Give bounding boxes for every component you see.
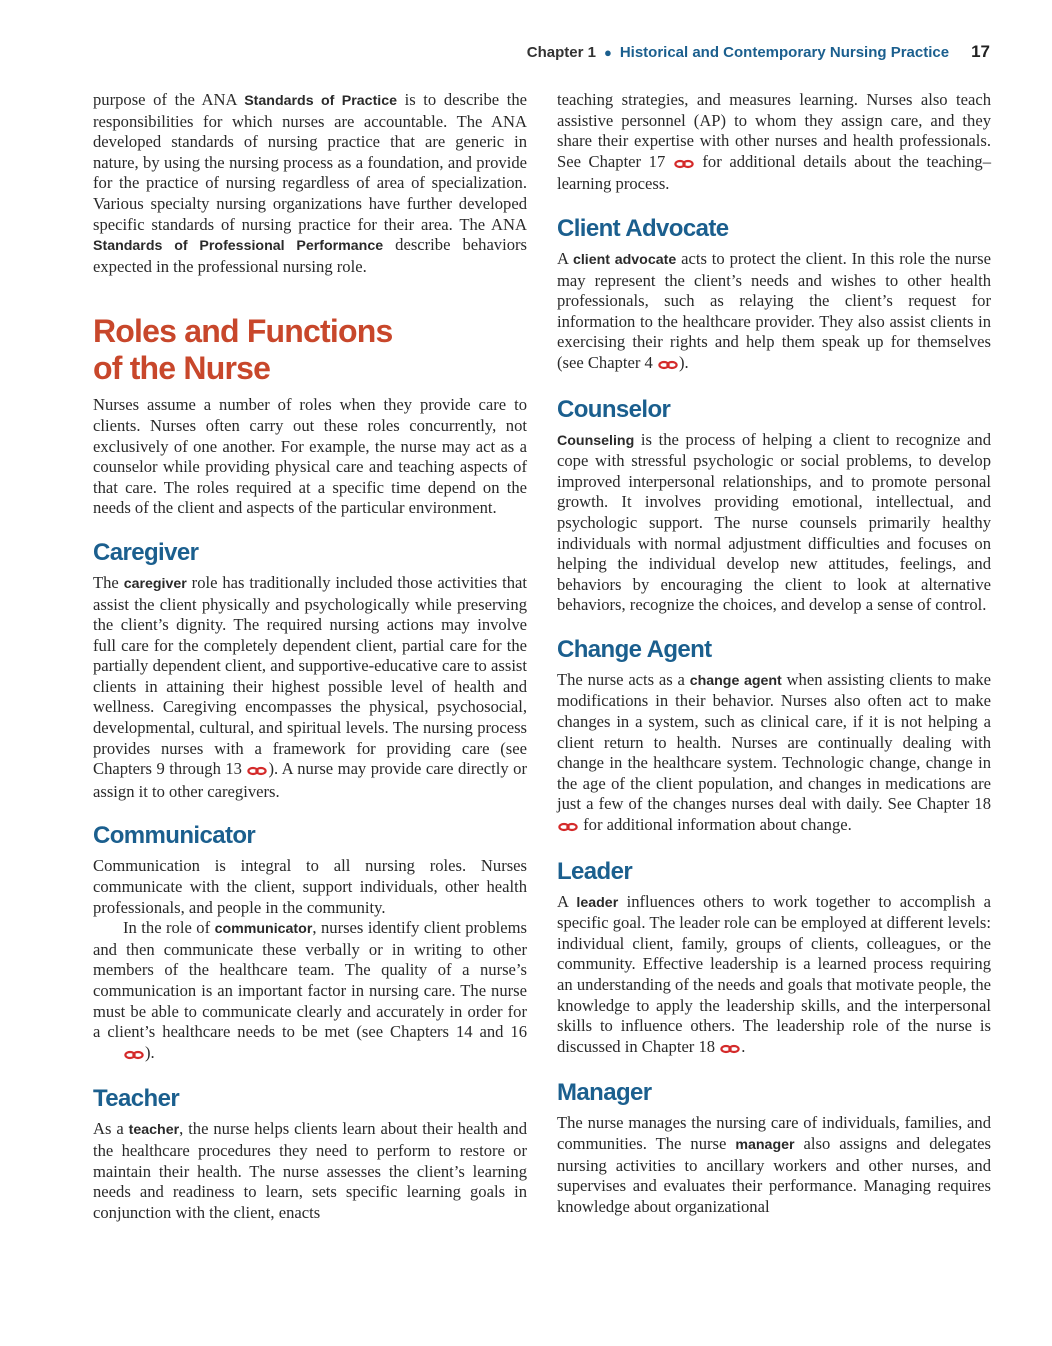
header-chapter-title: Historical and Contemporary Nursing Practice xyxy=(619,43,950,61)
cross-reference-link-icon[interactable] xyxy=(658,355,678,376)
cross-reference-link-icon[interactable] xyxy=(720,1039,740,1060)
roles-paragraph: Nurses assume a number of roles when they provide care to clients. Nurses often carry out these roles concurrently, not exclusively of one another. For example, the nurse may act as a counselor while providing physical care and teaching aspects of that care. The roles required at a specific time depend on the needs of the client and aspects of the particular environment. xyxy=(93,395,527,518)
communicator-heading: Communicator xyxy=(93,822,256,850)
key-term: leader xyxy=(576,894,619,911)
caregiver-paragraph: The caregiver role has traditionally included those activities that assist the client physically and psychologically while preserving the client’s dignity. The required nursing actions may involve full care for the completely dependent client, partial care for the partially dependent client, and supportive-educative care to assist clients in attaining their highest possible level of health and wellness. Caregiving encompasses the physical, psychosocial, developmental, cultural, and spiritual levels. The nursing process provides nurses with a framework for providing care (see Chapters 9 through 13 ). A nurse may provide care directly or assign it to other caregivers. xyxy=(93,572,527,801)
page-number: 17 xyxy=(971,42,990,61)
communicator-paragraph-1: Communication is integral to all nursing roles. Nurses communicate with the client, support individuals, other health professionals, and people in the community. xyxy=(93,856,527,917)
key-term: Counseling xyxy=(557,432,635,449)
client-advocate-paragraph: A client advocate acts to protect the client. In this role the nurse may represent the client’s needs and wishes to other health professionals, such as relaying the client’s request for information to the healthcare provider. They also assist clients in exercising their rights and help them speak up for themselves (see Chapter 4 ). xyxy=(557,249,991,376)
leader-paragraph: A leader influences others to work together to accomplish a specific goal. The leader role can be employed at different levels: individual client, family, groups of clients, colleagues, or the community. Effective leadership is a learned process requiring an understanding of the needs and goals that motivate people, the knowledge to apply the leadership skills, and the interpersonal skills to influence others. The leadership role of the nurse is discussed in Chapter 18 . xyxy=(557,892,991,1060)
counselor-heading: Counselor xyxy=(557,395,671,423)
client-advocate-heading: Client Advocate xyxy=(557,214,729,242)
header-bullet: ● xyxy=(603,44,612,60)
teacher-paragraph: As a teacher, the nurse helps clients learn about their health and the healthcare procedures they need to perform to restore or maintain their health. The nurse assesses the client’s learning needs and readiness to learn, sets specific learning goals in conjunction with the client, enacts xyxy=(93,1119,527,1222)
key-term: caregiver xyxy=(123,575,187,592)
leader-heading: Leader xyxy=(557,857,633,885)
running-header xyxy=(527,42,990,62)
section-heading: Roles and Functions of the Nurse xyxy=(93,313,393,387)
counselor-paragraph: Counseling is the process of helping a client to recognize and cope with stressful psychologic or social problems, to develop improved interpersonal relationships, and to promote personal growth. It involves providing emotional, intellectual, and psychologic support. The nurse counsels primarily healthy individuals with normal adjustment difficulties and focuses on helping the individual develop new attitudes, feelings, and behaviors by encouraging the client to look at alternative behaviors, recognize the choices, and develop a sense of control. xyxy=(557,429,991,615)
cross-reference-link-icon[interactable] xyxy=(94,1045,144,1066)
key-term: Standards of Professional Performance xyxy=(93,238,384,255)
intro-paragraph: purpose of the ANA Standards of Practice is to describe the responsibilities for which nurses are accountable. The ANA developed standards of nursing practice that are generic in nature, by using the nursing process as a foundation, and provide for the practice of nursing regardless of area of specialization. Various specialty nursing organizations have further developed specific standards of nursing practice for their area. The ANA Standards of Professional Performance describe behaviors expected in the professional nursing role. xyxy=(93,90,528,276)
key-term: change agent xyxy=(689,672,782,689)
teacher-paragraph-continued: teaching strategies, and measures learning. Nurses also teach assistive personnel (AP) to whom they assign care, and they share their expertise with other nurses and health professionals. See Chapter 17 for additional details about the teaching–learning process. xyxy=(557,90,991,194)
header-chapter: Chapter 1 xyxy=(526,43,596,61)
change-agent-paragraph: The nurse acts as a change agent when assisting clients to make modifications in their behavior. Nurses also often act to make changes in a system, such as clinical care, if it is not helping a client return to health. Nurses are continually dealing with change in the healthcare system. Technologic change, change in the age of the client population, and changes in medications are just a few of the changes nurses deal with daily. See Chapter 18 for additional information about change. xyxy=(557,670,991,838)
key-term: teacher xyxy=(128,1122,180,1139)
key-term: manager xyxy=(735,1136,795,1153)
key-term: communicator xyxy=(214,921,313,938)
cross-reference-link-icon[interactable] xyxy=(674,154,694,175)
manager-paragraph: The nurse manages the nursing care of individuals, families, and communities. The nurse manager also assigns and delegates nursing activities to ancillary workers and other nurses, and supervises and evaluates their performance. Managing requires knowledge about organizational xyxy=(557,1113,991,1216)
key-term: client advocate xyxy=(572,251,677,268)
communicator-paragraph-2: In the role of communicator, nurses identify client problems and then communicate these verbally or in writing to other members of the healthcare team. The quality of a nurse’s communication is an important factor in nursing care. The nurse must be able to communicate clearly and accurately in order for a client’s healthcare needs to be met (see Chapters 14 and 16 ). xyxy=(93,918,527,1065)
right-column xyxy=(557,90,991,1217)
caregiver-heading: Caregiver xyxy=(93,538,199,566)
cross-reference-link-icon[interactable] xyxy=(247,761,267,782)
cross-reference-link-icon[interactable] xyxy=(558,817,578,838)
teacher-heading: Teacher xyxy=(93,1085,180,1113)
key-term: Standards of Practice xyxy=(244,93,398,109)
manager-heading: Manager xyxy=(557,1079,652,1107)
change-agent-heading: Change Agent xyxy=(557,635,712,663)
left-column xyxy=(93,90,527,1223)
